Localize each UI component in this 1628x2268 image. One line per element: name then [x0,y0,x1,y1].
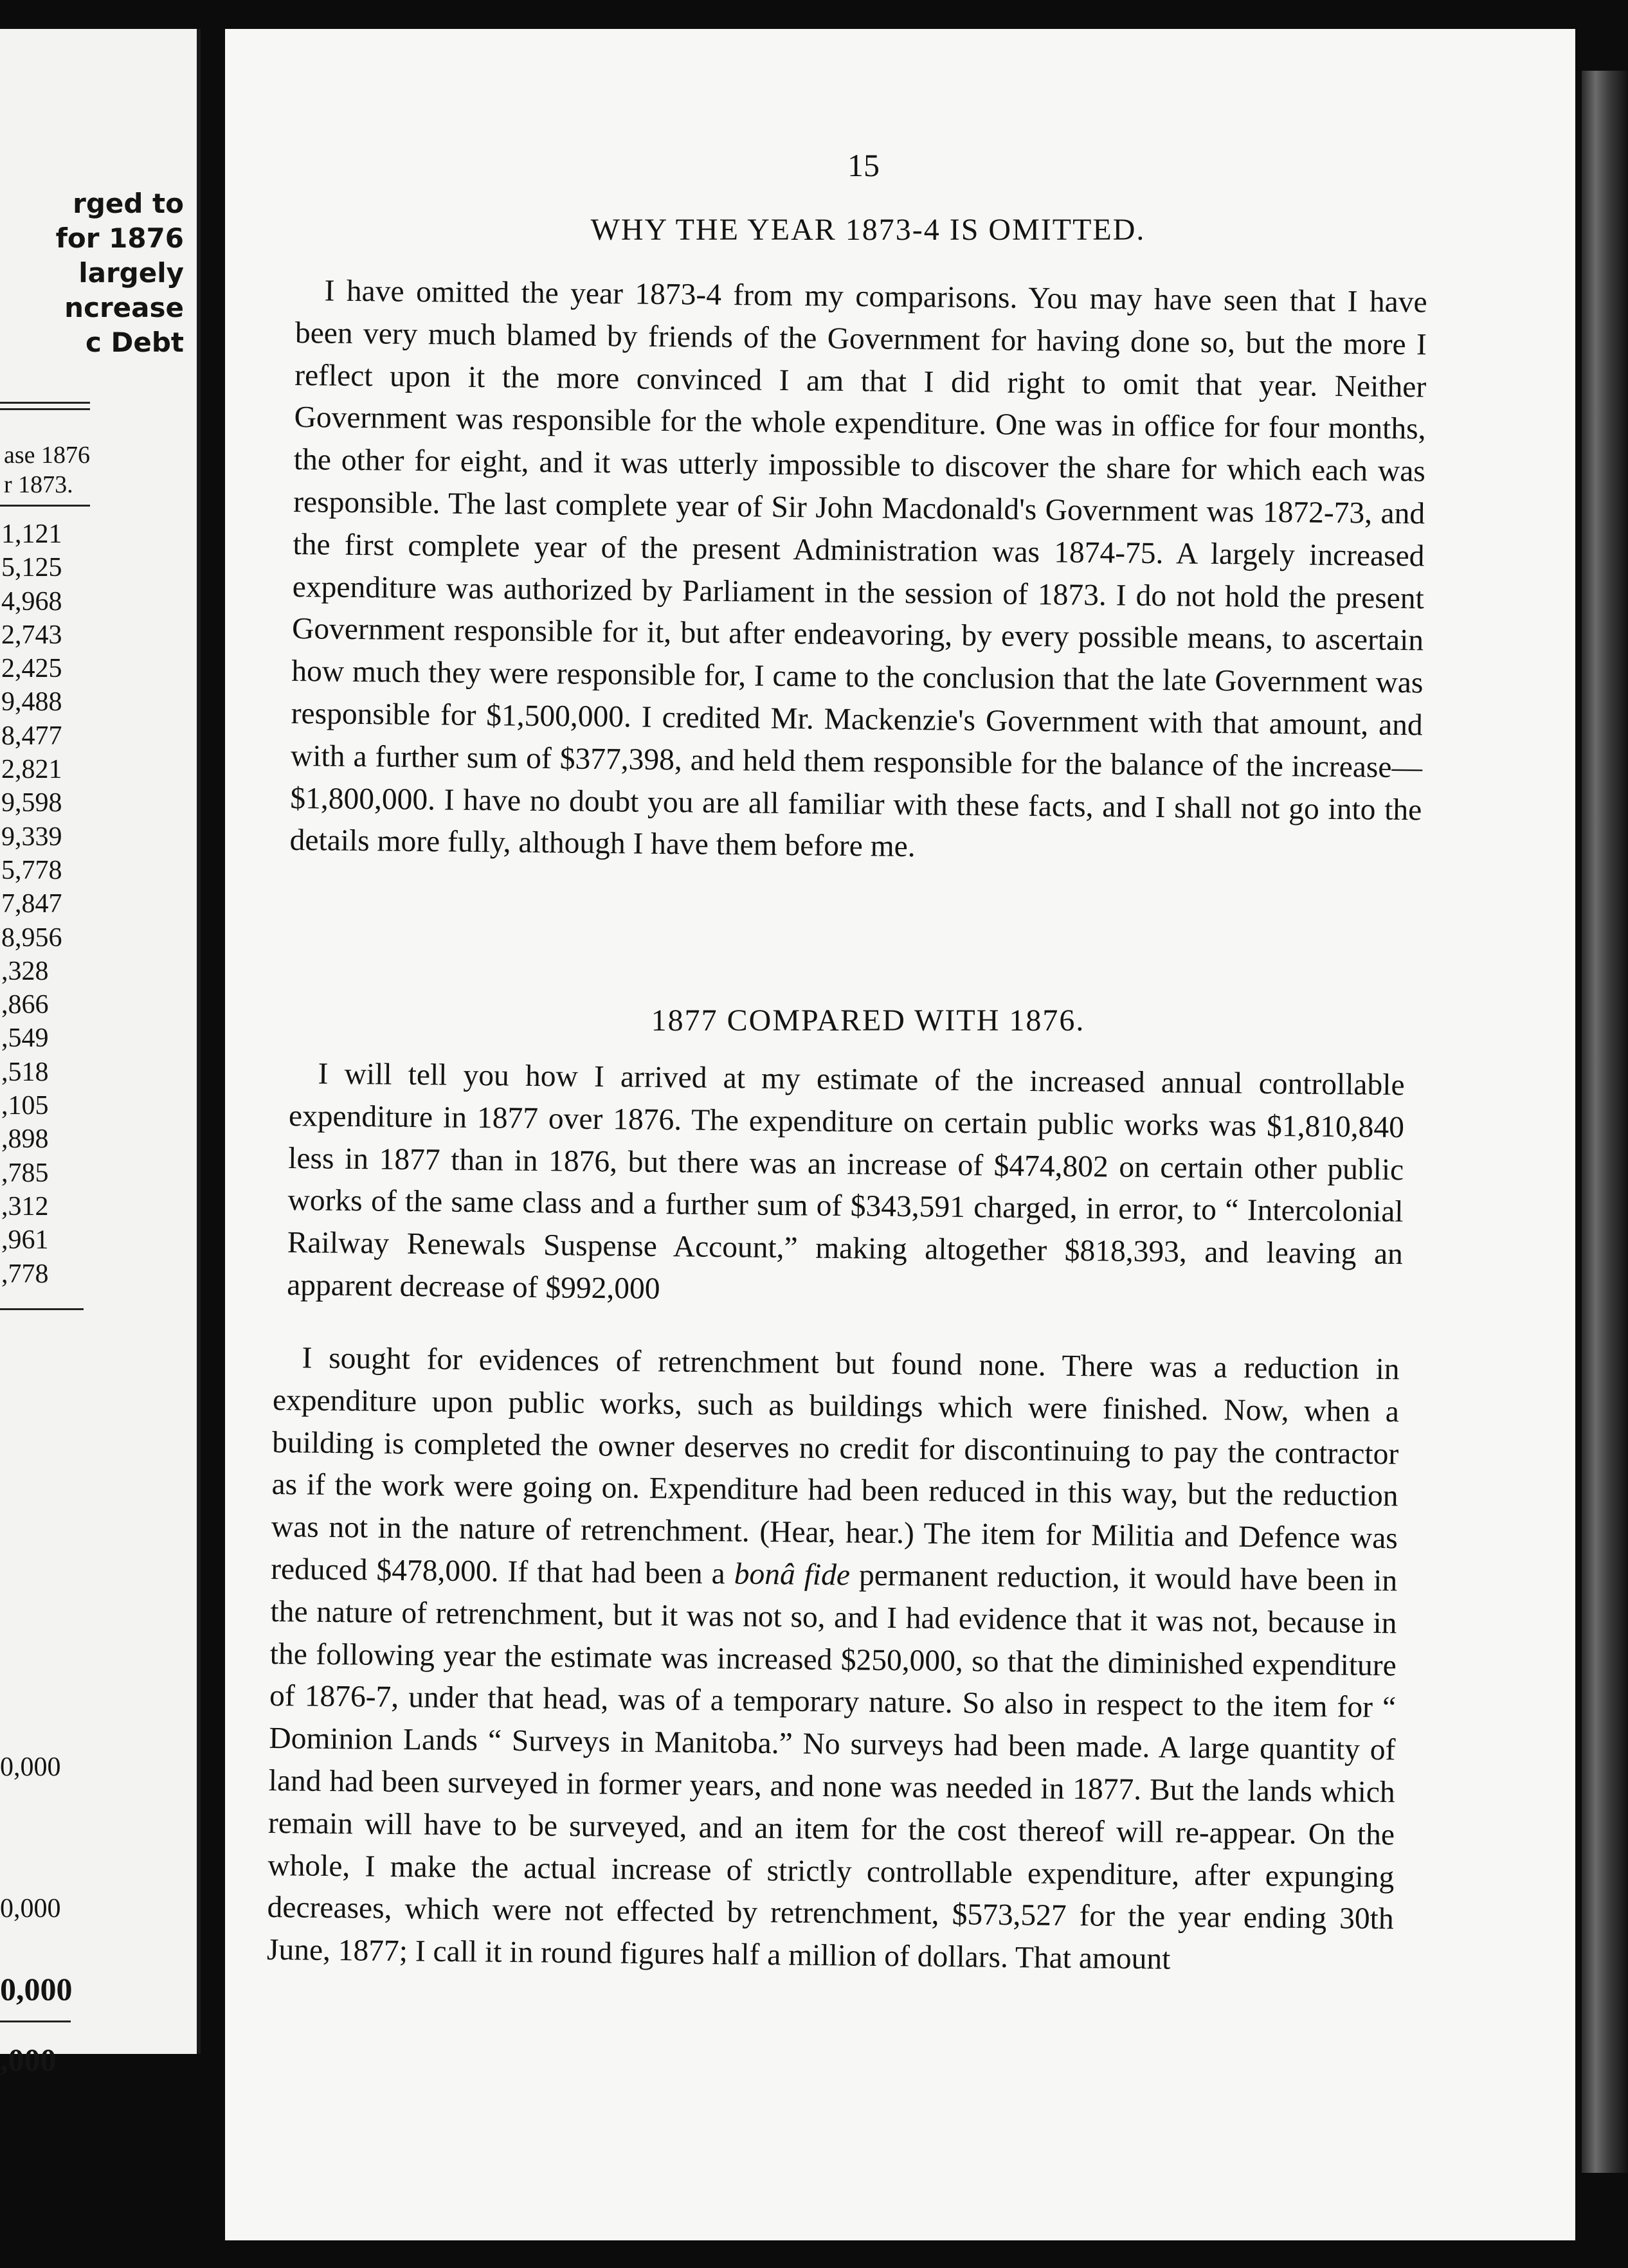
left-value: 2,425 [1,654,62,684]
left-value: 9,488 [1,687,62,717]
left-value: ,866 [1,990,49,1020]
left-page-heading [0,186,193,360]
left-column-header-line: ase 1876 [4,442,91,469]
left-rule [0,402,90,404]
left-heading-line: c Debt [85,327,184,358]
left-value: ,105 [1,1091,49,1121]
paragraph [289,270,1427,874]
page-edge [1582,71,1628,2173]
section-heading: 1877 COMPARED WITH 1876. [651,1004,1085,1038]
left-rule [0,408,90,410]
paragraph-text: I will tell you how I arrived at my estimate of the increased annual controllable expenditure in 1877 over 1876. The expenditure on certain public works was $1,810,840 less in 1877 than in 1876, but there was an increase of $474,802 on certain other public works of the same class and a further sum of $343,591 charged, in error, to “ Intercolonial Railway Renewals Suspense Account,” making altogether $818,393, and leaving an apparent decrease of $992,000 [286,1057,1405,1306]
paragraph [287,1053,1405,1318]
left-value: 5,125 [1,553,62,583]
left-rule [0,505,90,507]
left-value: ,328 [1,956,49,986]
left-value: ,549 [1,1023,49,1054]
paragraph-text-part: permanent reduction, it would have been in the nature of retrenchment, but it was not so, and I had evidence that it was not, because in the following year the estimate was increased $250,000, so that the diminished expenditure of 1876-7, under that head, was of a temporary nature. So also in respect to the item for “ Dominion Lands “ Surveys in Manitoba.” No surveys had been made. A large quantity of land had been surveyed in former years, and none was needed in 1877. But the lands which remain will have to be surveyed, and an item for the cost thereof will re-appear. On the whole, I make the actual increase of strictly controllable expenditure, after expunging decreases, which were not effected by retrenchment, $573,527 for the year ending 30th June, 1877; I call it in round figures half a million of dollars. That amount [266,1558,1398,1976]
left-heading-line: ncrease [64,292,184,323]
paragraph-text [267,1337,1400,1983]
paragraph-text: I have omitted the year 1873-4 from my comparisons. You may have seen that I have been very much blamed by friends of the Government for having done so, but the more I reflect upon it the more convinced I am that I did right to omit that year. Neither Government was responsible for the whole expenditure. One was in office for four months, the other for eight, and it was utterly impossible to discover the share for which each was responsible. The last complete year of Sir John Macdonald's Government was 1872-73, and the first complete year of the present Administration was 1874-75. A largely increased expenditure was authorized by Parliament in the session of 1873. I do not hold the present Government responsible for it, but after endeavoring, by every possible means, to ascertain how much they were responsible for, I came to the conclusion that the late Government was responsible for $1,500,000. I credited Mr. Mackenzie's Government with that amount, and with a further sum of $377,398, and held them responsible for the balance of the increase—$1,800,000. I have no doubt you are all familiar with these facts, and I shall not go into the details more fully, although I have them before me. [289,274,1427,864]
left-heading-line: rged to [73,188,184,219]
left-value-column [0,518,193,1291]
left-value: ,518 [1,1057,49,1087]
paragraph [267,1337,1400,1983]
left-value: 9,598 [1,788,62,818]
section-heading: WHY THE YEAR 1873-4 IS OMITTED. [590,213,1146,247]
left-value: 2,743 [1,620,62,650]
left-value: ,312 [1,1191,49,1221]
left-page-fragment [0,29,201,2078]
left-total: 0,000 [0,1752,61,1782]
left-column-header [0,440,193,500]
left-value: 4,968 [1,586,62,616]
left-rule [0,2021,71,2022]
left-value: 1,121 [1,519,62,549]
left-total: 0,000 [0,1894,61,1923]
left-total: 0,000 [0,1971,73,2007]
left-value: 2,821 [1,755,62,785]
left-value: 5,778 [1,855,62,885]
page-number: 15 [847,147,880,183]
left-value: ,778 [1,1259,49,1289]
left-value: 9,339 [1,822,62,852]
left-heading-line: largely [78,257,184,289]
left-rule [0,1308,84,1310]
left-value: ,898 [1,1124,49,1155]
left-value: 7,847 [1,889,62,919]
left-total: ,000 [0,2042,57,2078]
left-column-header-line: r 1873. [4,471,73,498]
left-value: 8,956 [1,923,62,953]
left-value: ,785 [1,1158,49,1188]
left-value: ,961 [1,1225,49,1256]
left-value: 8,477 [1,721,62,751]
italic-phrase: bonâ fide [734,1557,851,1592]
left-heading-line: for 1876 [55,222,184,254]
paragraph-text-part: I sought for evidences of retrenchment but found none. There was a reduction in expenditure upon public works, such as buildings which were finished. Now, when a building is completed the owner deserves no credit for discontinuing to pay the contractor as if the work were going on. Expenditure had been reduced in this way, but the reduction was not in the nature of retrenchment. (Hear, hear.) The item for Militia and Defence was reduced $478,000. If that had been a [270,1341,1400,1591]
